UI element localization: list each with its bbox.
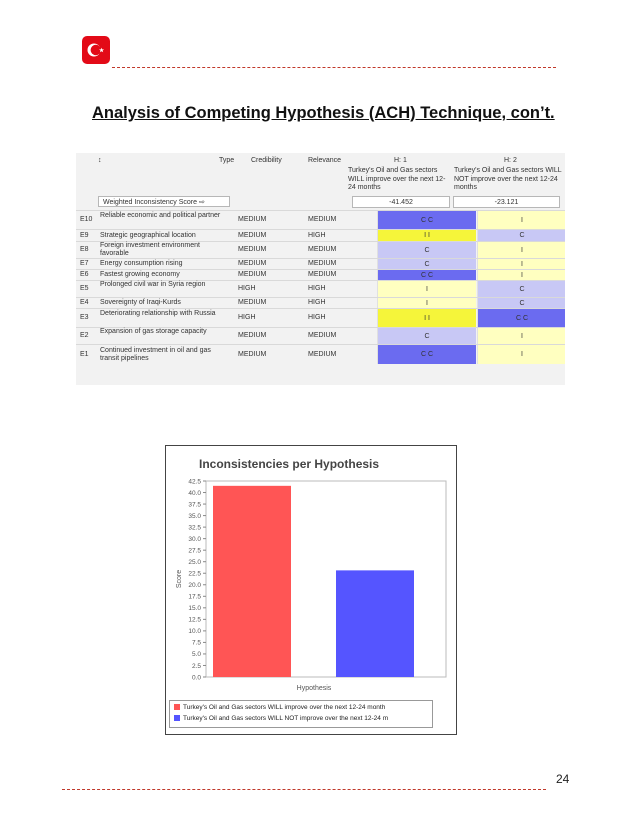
column-header-credibility[interactable]: Credibility — [251, 157, 282, 164]
table-row[interactable] — [76, 327, 565, 344]
header-rule — [112, 67, 556, 68]
evidence-id: E9 — [80, 231, 89, 239]
weighted-score-h2: -23.121 — [453, 196, 560, 208]
legend-swatch — [174, 715, 180, 721]
y-tick-label: 12.5 — [188, 616, 201, 624]
evidence-id: E5 — [80, 285, 89, 292]
bar-2 — [336, 570, 414, 677]
legend-item — [174, 704, 385, 711]
y-tick-label: 37.5 — [188, 501, 201, 509]
h2-rating-cell: C — [477, 281, 565, 297]
table-row[interactable] — [76, 297, 565, 308]
table-row[interactable] — [76, 280, 565, 297]
relevance-value: MEDIUM — [308, 350, 337, 358]
y-tick-label: 22.5 — [188, 570, 201, 578]
weighted-inconsistency-label: Weighted Inconsistency Score ⇨ — [98, 196, 230, 207]
inconsistencies-chart — [165, 445, 457, 735]
evidence-description: Sovereignty of Iraqi-Kurds — [100, 299, 181, 306]
table-row[interactable] — [76, 241, 565, 258]
evidence-id: E4 — [80, 299, 89, 306]
credibility-value: MEDIUM — [238, 216, 267, 223]
evidence-description: Expansion of gas storage capacity — [100, 328, 207, 335]
credibility-value: MEDIUM — [238, 260, 267, 267]
credibility-value: MEDIUM — [238, 350, 267, 358]
relevance-value: HIGH — [308, 299, 326, 306]
weighted-score-h1: -41.452 — [352, 196, 450, 208]
credibility-value: MEDIUM — [238, 299, 267, 306]
y-tick-label: 42.5 — [188, 478, 201, 486]
column-header-sort[interactable]: ↕ — [98, 157, 102, 164]
relevance-value: MEDIUM — [308, 332, 337, 339]
h1-rating-cell: C C — [377, 211, 476, 229]
credibility-value: HIGH — [238, 314, 256, 321]
table-row[interactable] — [76, 344, 565, 364]
h2-rating-cell: C — [477, 298, 565, 308]
h1-rating-cell: I I — [377, 309, 476, 327]
relevance-value: MEDIUM — [308, 260, 337, 267]
page-number: 24 — [556, 772, 570, 786]
h1-rating-cell: C — [377, 328, 476, 344]
hypothesis-1-text: Turkey's Oil and Gas sectors WILL improve over the next 12-24 months — [348, 167, 446, 191]
y-tick-label: 40.0 — [188, 489, 201, 497]
evidence-description: Fastest growing economy — [100, 271, 180, 278]
table-row[interactable] — [76, 269, 565, 280]
evidence-id: E1 — [80, 350, 89, 358]
evidence-id: E3 — [80, 314, 89, 321]
h2-rating-cell: I — [477, 242, 565, 258]
y-tick-label: 27.5 — [188, 547, 201, 555]
chart-title: Inconsistencies per Hypothesis — [199, 457, 380, 471]
column-header-type[interactable]: Type — [219, 157, 235, 164]
column-header-relevance[interactable]: Relevance — [308, 157, 342, 164]
y-tick-label: 25.0 — [188, 559, 201, 567]
relevance-value: MEDIUM — [308, 271, 337, 278]
evidence-description: Prolonged civil war in Syria region — [100, 281, 206, 288]
y-tick-label: 17.5 — [188, 593, 201, 601]
legend-label: Turkey's Oil and Gas sectors WILL NOT improve over the next 12-24 m — [183, 715, 389, 722]
h2-rating-cell: C C — [477, 309, 565, 327]
relevance-value: MEDIUM — [308, 216, 337, 223]
chart-legend — [169, 700, 433, 728]
evidence-id: E6 — [80, 271, 89, 278]
h2-rating-cell: C — [477, 230, 565, 241]
y-tick-label: 20.0 — [188, 582, 201, 590]
evidence-id: E2 — [80, 332, 89, 339]
h1-rating-cell: C C — [377, 345, 476, 364]
evidence-description: Reliable economic and political partner — [100, 212, 221, 219]
bar-1 — [213, 486, 291, 677]
h1-rating-cell: I — [377, 298, 476, 308]
credibility-value: MEDIUM — [238, 231, 267, 239]
credibility-value: HIGH — [238, 285, 256, 292]
credibility-value: MEDIUM — [238, 246, 267, 253]
h1-rating-cell: I I — [377, 230, 476, 241]
y-tick-label: 5.0 — [191, 651, 201, 659]
y-axis-label: Score — [176, 569, 183, 589]
h2-rating-cell: I — [477, 270, 565, 280]
credibility-value: MEDIUM — [238, 271, 267, 278]
relevance-value: HIGH — [308, 285, 326, 292]
h1-rating-cell: C — [377, 259, 476, 269]
ach-matrix-table — [76, 153, 565, 385]
evidence-description: Foreign investment environment favorable — [100, 242, 200, 257]
h2-rating-cell: I — [477, 211, 565, 229]
evidence-description: Strategic geographical location — [100, 231, 196, 239]
table-row[interactable] — [76, 308, 565, 327]
credibility-value: MEDIUM — [238, 332, 267, 339]
column-header-h1[interactable]: H: 1 — [394, 157, 407, 164]
turkey-flag-logo — [82, 36, 110, 64]
relevance-value: HIGH — [308, 231, 326, 239]
y-tick-label: 10.0 — [188, 628, 201, 636]
table-row[interactable] — [76, 229, 565, 241]
y-tick-label: 2.5 — [191, 662, 201, 670]
x-axis-label: Hypothesis — [296, 685, 332, 692]
evidence-id: E8 — [80, 246, 89, 253]
table-row[interactable] — [76, 258, 565, 269]
page-title: Analysis of Competing Hypothesis (ACH) Technique, con’t. — [92, 104, 555, 122]
y-tick-label: 15.0 — [188, 605, 201, 613]
table-row[interactable] — [76, 210, 565, 229]
evidence-description: Deteriorating relationship with Russia — [100, 310, 216, 317]
y-tick-label: 32.5 — [188, 524, 201, 532]
y-tick-label: 30.0 — [188, 535, 201, 543]
bar-chart — [166, 446, 456, 698]
legend-item — [174, 715, 388, 722]
h1-rating-cell: I — [377, 281, 476, 297]
h2-rating-cell: I — [477, 345, 565, 364]
legend-label: Turkey's Oil and Gas sectors WILL improve over the next 12-24 month — [183, 704, 386, 711]
evidence-description: Continued investment in oil and gas transit pipelines — [100, 346, 211, 362]
h2-rating-cell: I — [477, 259, 565, 269]
column-header-h2[interactable]: H: 2 — [504, 157, 517, 164]
evidence-description: Energy consumption rising — [100, 260, 183, 267]
h1-rating-cell: C C — [377, 270, 476, 280]
y-tick-label: 0.0 — [191, 674, 201, 682]
relevance-value: HIGH — [308, 314, 326, 321]
hypothesis-2-text: Turkey's Oil and Gas sectors WILL NOT improve over the next 12-24 months — [454, 167, 562, 191]
evidence-id: E7 — [80, 260, 89, 267]
relevance-value: MEDIUM — [308, 246, 337, 253]
y-tick-label: 35.0 — [188, 512, 201, 520]
evidence-id: E10 — [80, 216, 93, 223]
footer-rule — [62, 789, 546, 790]
h2-rating-cell: I — [477, 328, 565, 344]
h1-rating-cell: C — [377, 242, 476, 258]
legend-swatch — [174, 704, 180, 710]
y-tick-label: 7.5 — [191, 639, 201, 647]
